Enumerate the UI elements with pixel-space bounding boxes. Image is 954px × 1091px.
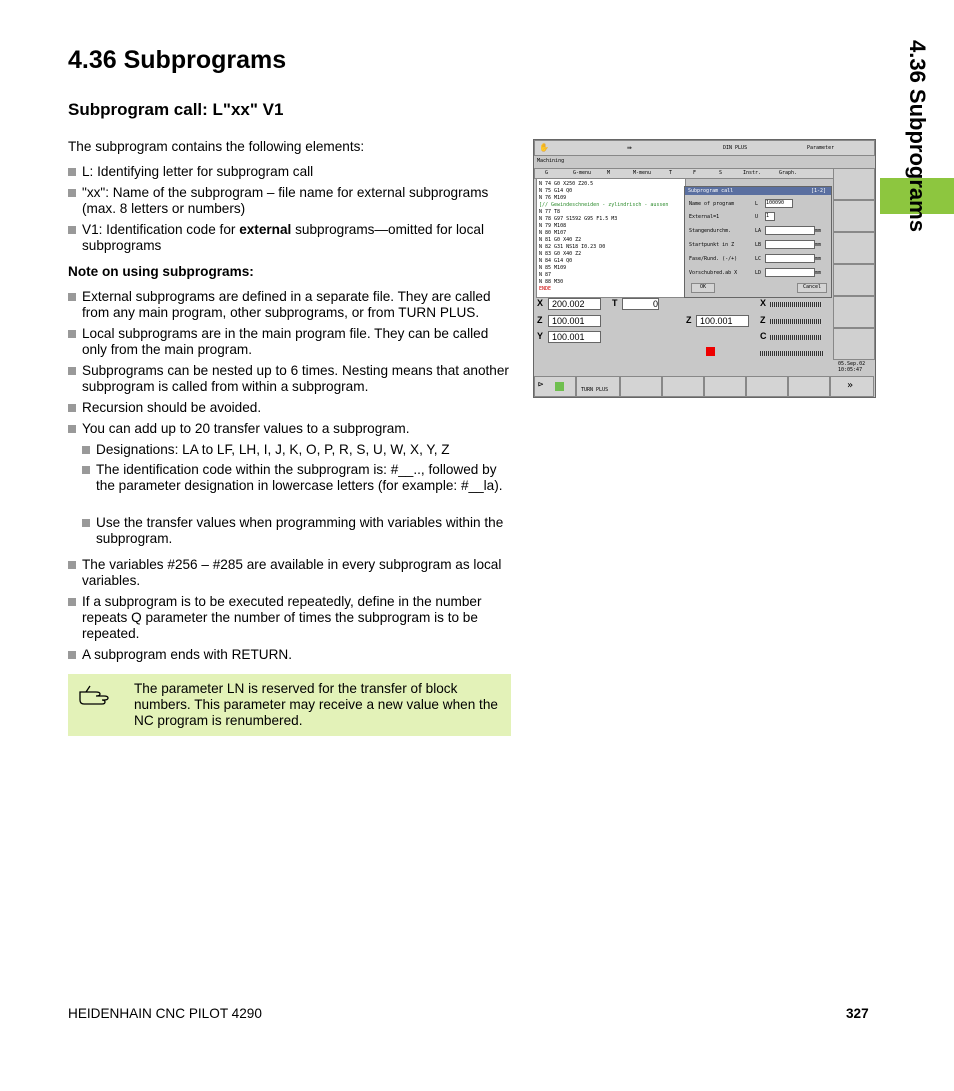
list-item: If a subprogram is to be executed repeatedly, define in the number repeats Q parameter the number of times the subprogram is to be repeated. bbox=[68, 594, 513, 642]
axis-z-label: Z bbox=[537, 315, 543, 325]
play-icon: ⊳ bbox=[538, 380, 544, 390]
tip-text: The parameter LN is reserved for the transfer of block numbers. This parameter may receive a new value when the NC program is renumbered. bbox=[134, 681, 498, 728]
program-line: N 85 M109 bbox=[539, 265, 567, 271]
menu-instr[interactable]: Instr. bbox=[743, 170, 762, 176]
tip-box bbox=[68, 674, 511, 736]
axis-y-label: Y bbox=[537, 331, 544, 341]
arrow-icon: ⇛ bbox=[627, 143, 632, 152]
date-readout: 05.Sep.02 bbox=[838, 361, 866, 367]
page-title: 4.36 Subprograms bbox=[68, 46, 287, 74]
program-line: N 87 bbox=[539, 272, 552, 278]
list-item: V1: Identification code for external subprograms—omitted for local subprograms bbox=[68, 222, 513, 254]
mode-label: Machining bbox=[537, 158, 565, 164]
lb-field[interactable] bbox=[765, 240, 815, 249]
dialog-title: Subprogram call bbox=[688, 188, 734, 194]
unit-label: mm bbox=[815, 242, 822, 248]
program-line: N 80 M107 bbox=[539, 230, 567, 236]
program-line: N 81 G0 X40 Z2 bbox=[539, 237, 582, 243]
list-item: A subprogram ends with RETURN. bbox=[68, 647, 513, 663]
next-softkey[interactable] bbox=[830, 376, 874, 397]
cancel-button[interactable]: Cancel bbox=[797, 283, 827, 293]
program-line: N 84 G14 Q0 bbox=[539, 258, 573, 264]
load-gauge bbox=[760, 351, 824, 356]
section-heading: Subprogram call: L"xx" V1 bbox=[68, 100, 284, 119]
pointing-hand-icon bbox=[78, 684, 110, 706]
turn-plus-label: TURN PLUS bbox=[581, 387, 609, 393]
tab-din-plus[interactable]: DIN PLUS bbox=[723, 145, 748, 151]
program-line: ENDE bbox=[539, 286, 552, 292]
program-line: N 76 M109 bbox=[539, 195, 567, 201]
top-tab-bar bbox=[534, 140, 875, 156]
softkey-bottom[interactable] bbox=[534, 376, 576, 397]
field-code: LD bbox=[755, 270, 762, 276]
program-line: N 78 G97 S1592 G95 F1.5 M3 bbox=[539, 216, 618, 222]
sub-list-item: Use the transfer values when programming with variables within the subprogram. bbox=[82, 515, 513, 547]
program-list[interactable] bbox=[536, 178, 686, 298]
list-item: You can add up to 20 transfer values to a subprogram. bbox=[68, 421, 513, 437]
note-heading: Note on using subprograms: bbox=[68, 264, 254, 279]
list-item: External subprograms are defined in a separate file. They are called from any main program, other subprograms, or from TURN PLUS. bbox=[68, 289, 513, 321]
softkey-bottom[interactable] bbox=[620, 376, 662, 397]
ld-field[interactable] bbox=[765, 268, 815, 277]
sub-list-item: The identification code within the subprogram is: #__.., followed by the parameter designation in lowercase letters (for example: #__la). bbox=[82, 462, 513, 494]
dialog-page: [1-2] bbox=[811, 188, 827, 194]
list-item: L: Identifying letter for subprogram call bbox=[68, 164, 513, 180]
page-number: 327 bbox=[846, 1006, 869, 1021]
list-item: "xx": Name of the subprogram – file name for external subprograms (max. 8 letters or numbers) bbox=[68, 185, 513, 217]
program-line: N 75 G14 Q0 bbox=[539, 188, 573, 194]
double-chevron-right-icon: » bbox=[847, 380, 854, 391]
ok-button[interactable]: OK bbox=[691, 283, 715, 293]
program-line: N 83 G0 X40 Z2 bbox=[539, 251, 582, 257]
menu-t[interactable]: T bbox=[669, 170, 673, 176]
name-of-program-field[interactable]: 100090 bbox=[765, 199, 793, 208]
tool-value: 0 bbox=[622, 298, 659, 310]
chapter-side-title: 4.36 Subprograms bbox=[905, 40, 930, 232]
lc-field[interactable] bbox=[765, 254, 815, 263]
softkey[interactable] bbox=[833, 296, 875, 328]
load-gauge bbox=[770, 335, 822, 340]
green-square-icon bbox=[555, 382, 564, 391]
softkey[interactable] bbox=[833, 264, 875, 296]
stop-indicator-icon bbox=[706, 347, 715, 356]
load-gauge bbox=[770, 319, 822, 324]
load-gauge bbox=[770, 302, 822, 307]
menu-graph[interactable]: Graph. bbox=[779, 170, 798, 176]
unit-label: mm bbox=[815, 228, 822, 234]
list-item: Recursion should be avoided. bbox=[68, 400, 513, 416]
axis-z-value: 100.001 bbox=[548, 315, 601, 327]
list-item: The variables #256 – #285 are available in every subprogram as local variables. bbox=[68, 557, 513, 589]
program-line: N 88 M30 bbox=[539, 279, 564, 285]
menu-s[interactable]: S bbox=[719, 170, 723, 176]
unit-label: mm bbox=[815, 270, 822, 276]
axis-x-label: X bbox=[537, 298, 544, 308]
softkey[interactable] bbox=[833, 200, 875, 232]
softkey[interactable] bbox=[833, 168, 875, 200]
tab-parameter[interactable]: Parameter bbox=[807, 145, 835, 151]
axis-y-value: 100.001 bbox=[548, 331, 601, 343]
menu-f[interactable]: F bbox=[693, 170, 697, 176]
program-line: [// Gewindeschneiden - zylindrisch - aussen bbox=[539, 202, 669, 208]
list-item: Local subprograms are in the main program file. They can be called only from the main program. bbox=[68, 326, 513, 358]
menu-g[interactable]: G bbox=[545, 170, 549, 176]
dialog-title-bar bbox=[685, 187, 831, 195]
turn-plus-softkey[interactable] bbox=[576, 376, 620, 397]
hand-icon: ✋ bbox=[539, 143, 549, 152]
axis-z2-value: 100.001 bbox=[696, 315, 749, 327]
softkey-bottom[interactable] bbox=[788, 376, 830, 397]
axis-x-value: 200.002 bbox=[548, 298, 601, 310]
field-code: U bbox=[755, 214, 759, 220]
axis-xn-label: X bbox=[760, 298, 767, 308]
axis-z2-label: Z bbox=[686, 315, 692, 325]
menu-m[interactable]: M bbox=[607, 170, 611, 176]
list-item: Subprograms can be nested up to 6 times. Nesting means that another subprogram is called from within a subprogram. bbox=[68, 363, 513, 395]
program-line: N 74 G0 X250 Z20.5 bbox=[539, 181, 594, 187]
field-label: Fase/Rund. (-/+) bbox=[689, 256, 738, 262]
program-line: N 77 T8 bbox=[539, 209, 561, 215]
unit-label: mm bbox=[815, 256, 822, 262]
external-field[interactable]: 1 bbox=[765, 212, 775, 221]
softkey-bottom[interactable] bbox=[662, 376, 704, 397]
time-readout: 10:05:47 bbox=[838, 367, 863, 373]
program-line: N 79 M108 bbox=[539, 223, 567, 229]
cnc-screenshot bbox=[533, 139, 876, 398]
la-field[interactable] bbox=[765, 226, 815, 235]
intro-text: The subprogram contains the following elements: bbox=[68, 139, 365, 154]
field-label: Stangendurchm. bbox=[689, 228, 732, 234]
menu-g-menu[interactable]: G-menu bbox=[573, 170, 592, 176]
softkey[interactable] bbox=[833, 328, 875, 360]
program-line: N 82 G31 NS18 I0.23 D0 bbox=[539, 244, 606, 250]
softkey[interactable] bbox=[833, 232, 875, 264]
field-code: LB bbox=[755, 242, 762, 248]
field-code: LA bbox=[755, 228, 762, 234]
menu-m-menu[interactable]: M-menu bbox=[633, 170, 652, 176]
field-label: Name of program bbox=[689, 201, 735, 207]
footer-product: HEIDENHAIN CNC PILOT 4290 bbox=[68, 1006, 262, 1021]
field-label: External=1 bbox=[689, 214, 720, 220]
axis-c-label: C bbox=[760, 331, 767, 341]
subprogram-dialog bbox=[684, 186, 832, 298]
sub-list-item: Designations: LA to LF, LH, I, J, K, O, P, R, S, U, W, X, Y, Z bbox=[82, 442, 513, 458]
axis-cn-label: Z bbox=[760, 315, 766, 325]
field-label: Vorschubred.ab X bbox=[689, 270, 738, 276]
softkey-bottom[interactable] bbox=[746, 376, 788, 397]
field-code: LC bbox=[755, 256, 762, 262]
field-label: Startpunkt in Z bbox=[689, 242, 735, 248]
field-code: L bbox=[755, 201, 759, 207]
softkey-bottom[interactable] bbox=[704, 376, 746, 397]
tool-label: T bbox=[612, 298, 618, 308]
